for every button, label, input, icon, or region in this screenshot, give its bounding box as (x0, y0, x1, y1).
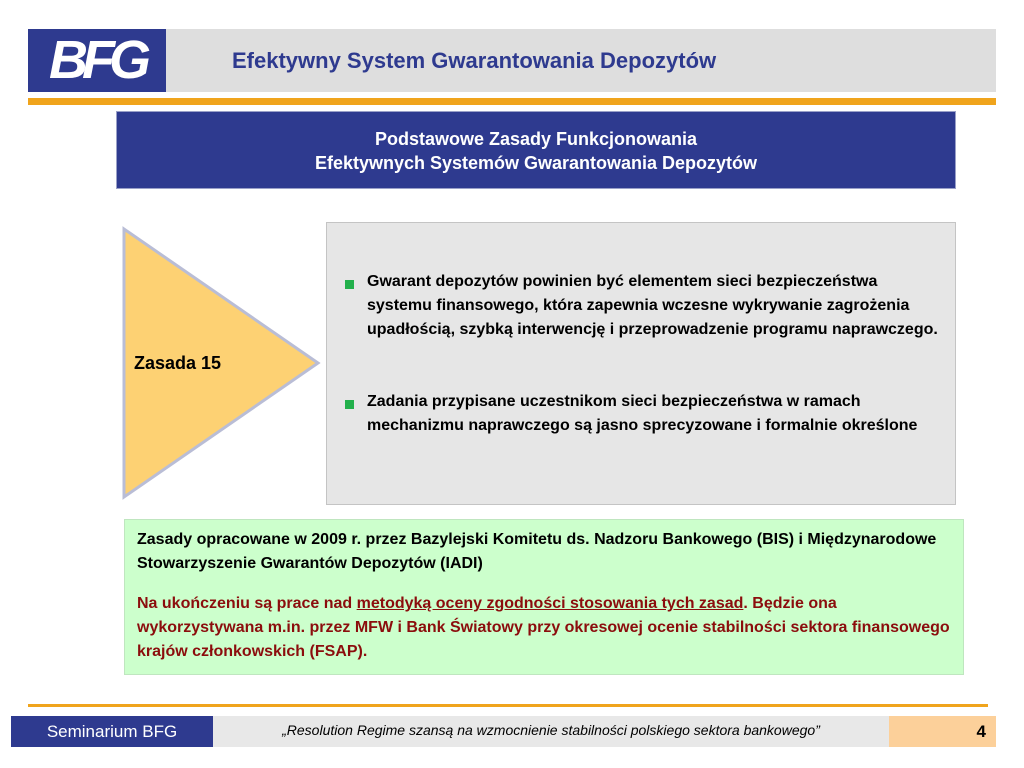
principles-title-line1: Podstawowe Zasady Funkcjonowania (374, 129, 698, 149)
note-text: . Będzie ona wykorzystywana m.in. przez MFW i Bank Światowy przy okresowej ocenie stabilności sektora finansowego krajów członkowskich (FSAP). (137, 595, 950, 660)
bfg-logo (28, 29, 166, 92)
methodology-link[interactable]: metodyką oceny zgodności stosowania tych zasad (356, 595, 744, 612)
rule-label: Zasada 15 (134, 353, 222, 373)
green-square-icon (345, 280, 354, 289)
page-number: 4 (889, 716, 996, 747)
note-paragraph-emphasis (137, 592, 951, 664)
note-text: Na ukończeniu są prace nad (137, 595, 357, 612)
footer-seminar-label: Seminarium BFG (11, 716, 213, 747)
info-note-box (124, 519, 964, 675)
principles-title-line2: Efektywnych Systemów Gwarantowania Depozytów (314, 153, 758, 173)
principle-content-box (326, 222, 956, 505)
bullet-text: Zadania przypisane uczestnikom sieci bezpieczeństwa w ramach mechanizmu naprawczego są jasno sprecyzowane i formalnie określone (367, 393, 918, 434)
principles-banner (116, 111, 956, 189)
note-paragraph: Zasady opracowane w 2009 r. przez Bazylejski Komitetu ds. Nadzoru Bankowego (BIS) i Międzynarodowe Stowarzyszenie Gwarantów Depozytów (IADI) (137, 531, 937, 572)
footer-subtitle: „Resolution Regime szansą na wzmocnienie stabilności polskiego sektora bankowego” (213, 716, 889, 747)
page-title: Efektywny System Gwarantowania Depozytów (232, 48, 717, 73)
header-divider (28, 98, 996, 105)
green-square-icon (345, 400, 354, 409)
bullet-marker (345, 400, 357, 412)
logo-text: BFG (49, 30, 145, 90)
bullet-text: Gwarant depozytów powinien być elementem sieci bezpieczeństwa systemu finansowego, która zapewnia wczesne wykrywanie zagrożenia upadłością, szybką interwencję i przeprowadzenie programu naprawczego. (367, 273, 938, 338)
footer-divider (28, 704, 988, 707)
bullet-marker (345, 280, 357, 292)
